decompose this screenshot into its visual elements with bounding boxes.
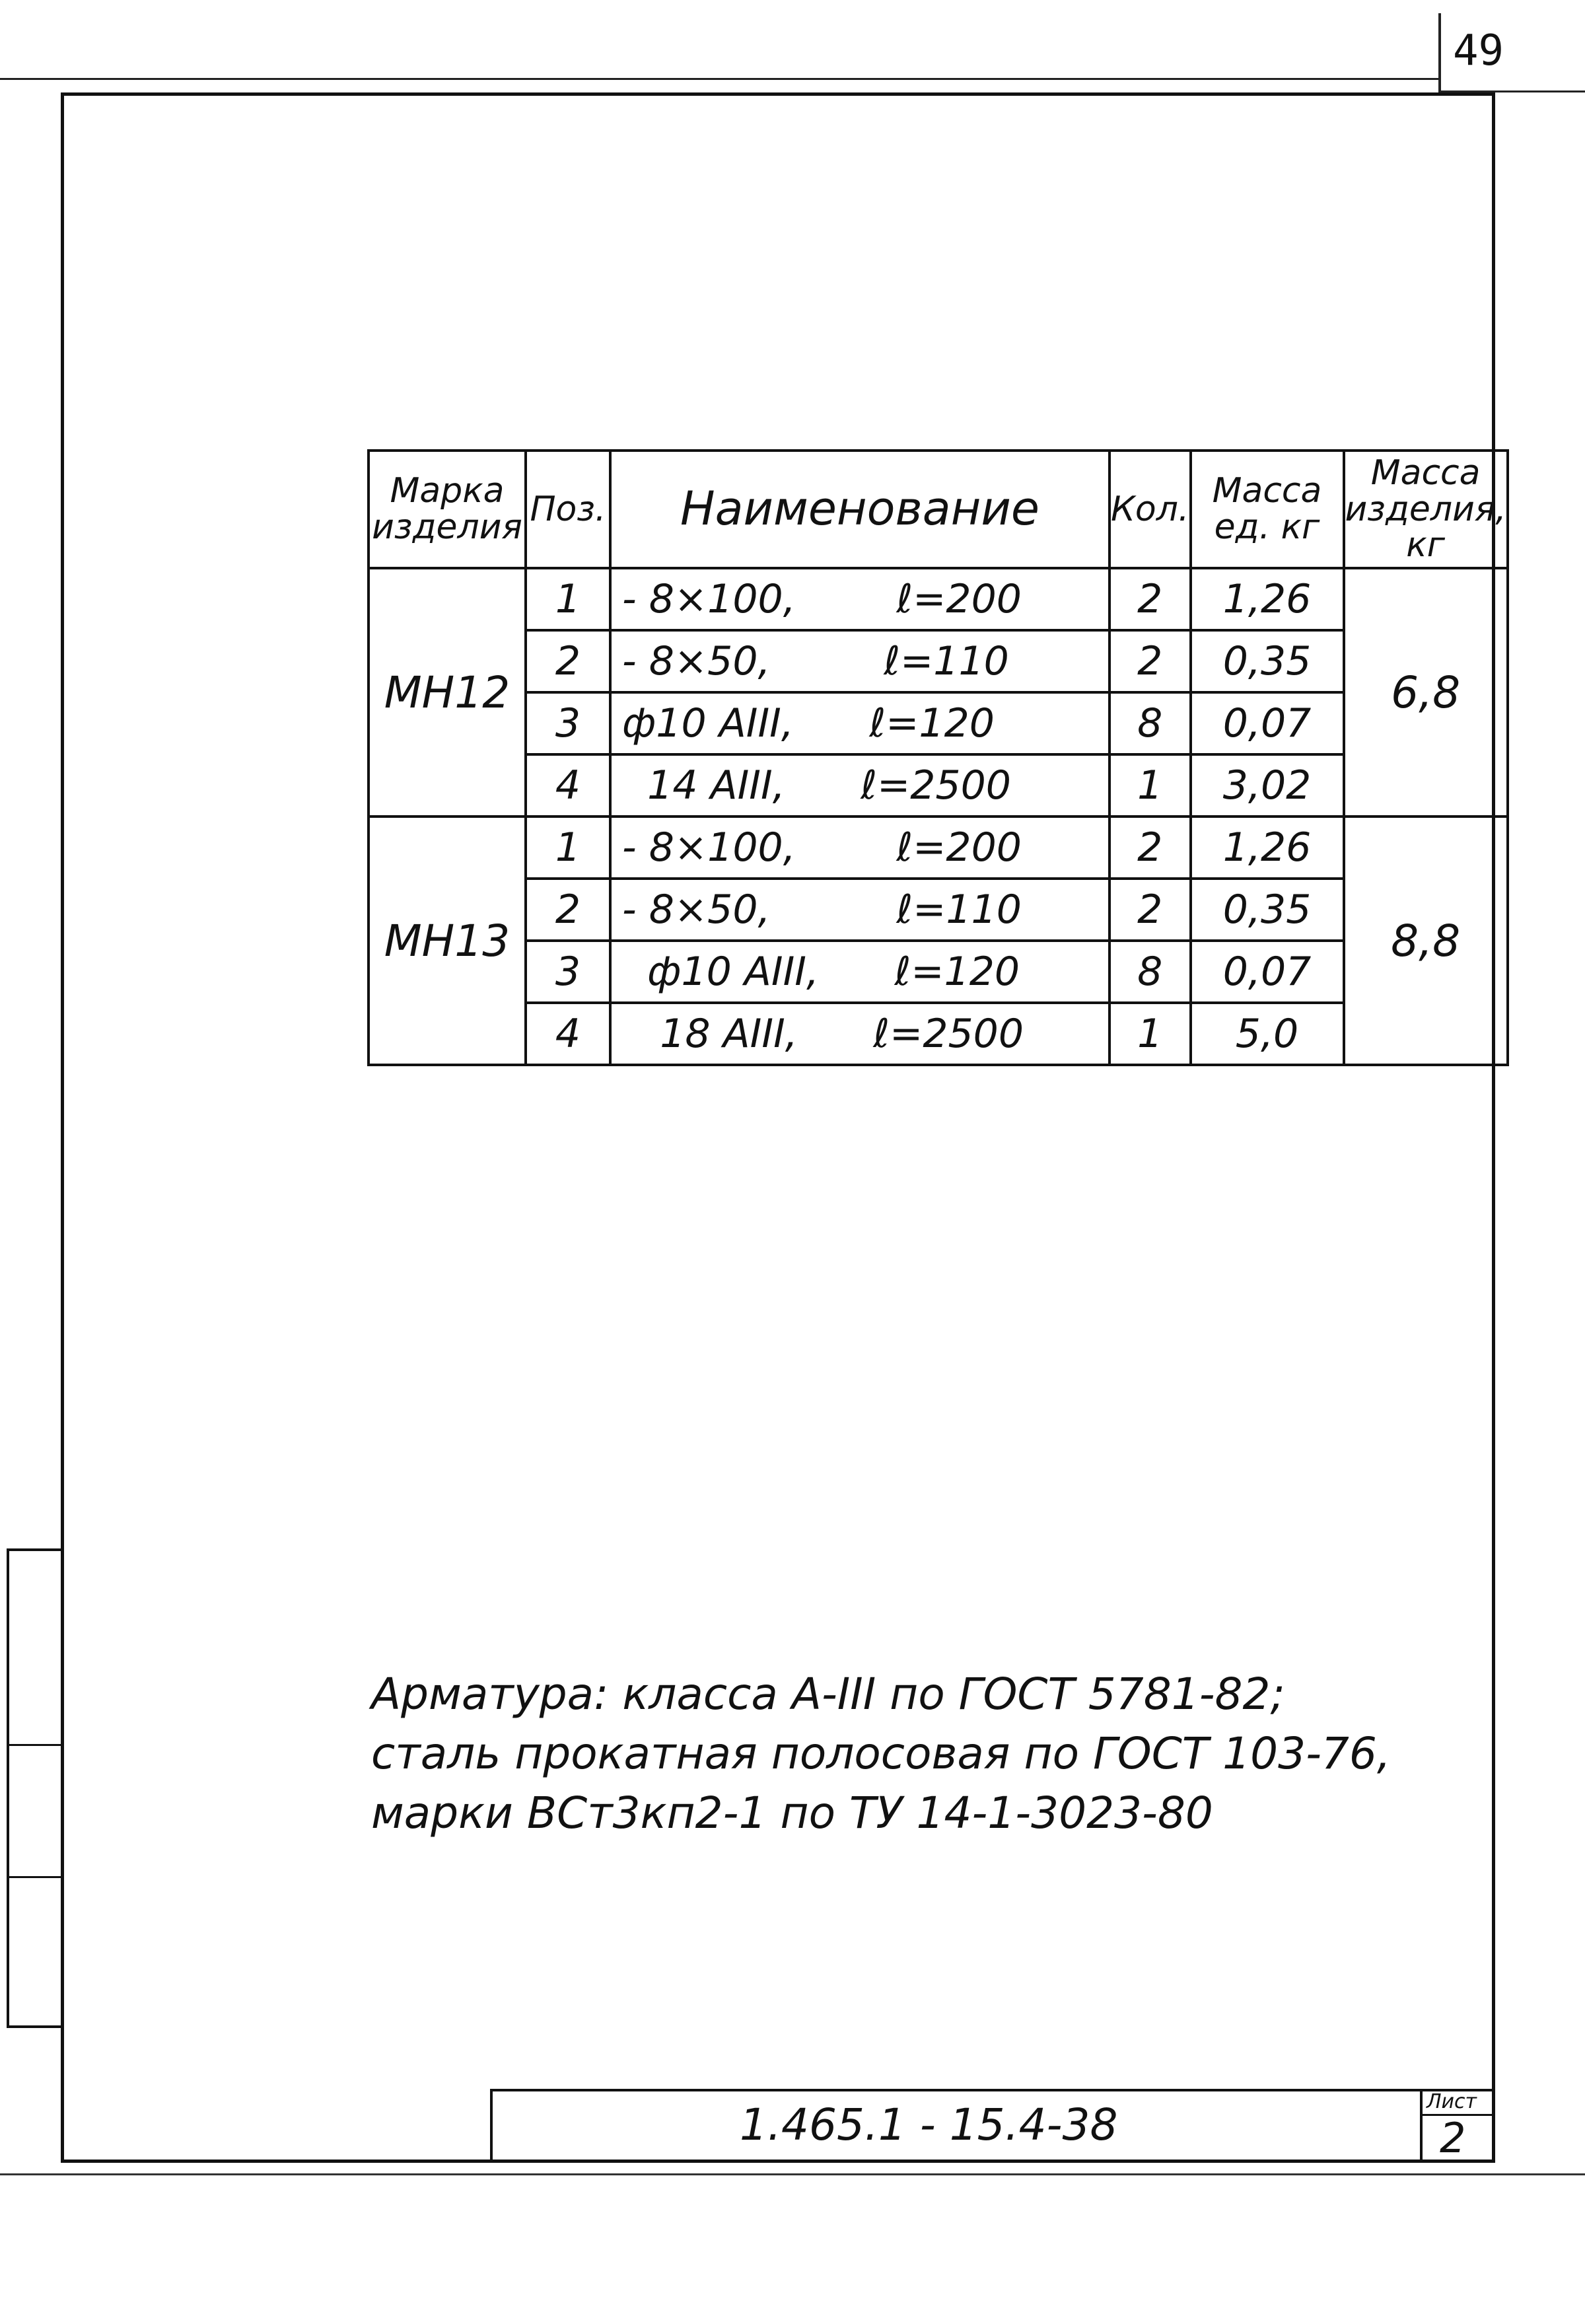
table-header-row <box>369 451 1508 568</box>
row-position: 2 <box>526 879 610 941</box>
table-row <box>369 630 1508 692</box>
row-unit-mass: 0,07 <box>1191 692 1344 754</box>
row-unit-mass: 0,35 <box>1191 630 1344 692</box>
row-position: 3 <box>526 692 610 754</box>
row-name: - 8×100, ℓ=200 <box>610 568 1110 630</box>
table-row <box>369 817 1508 879</box>
row-quantity: 2 <box>1110 630 1191 692</box>
item-total-mass: 8,8 <box>1344 817 1508 1065</box>
row-position: 2 <box>526 630 610 692</box>
header-name: Наименование <box>610 451 1110 568</box>
table-row <box>369 568 1508 630</box>
item-mark: МН13 <box>369 817 526 1065</box>
row-name: - 8×100, ℓ=200 <box>610 817 1110 879</box>
header-unit-mass: Масса ед. кг <box>1191 451 1344 568</box>
row-quantity: 2 <box>1110 568 1191 630</box>
row-unit-mass: 0,07 <box>1191 941 1344 1003</box>
binding-stub-divider <box>7 1876 63 1878</box>
row-quantity: 2 <box>1110 879 1191 941</box>
row-quantity: 8 <box>1110 692 1191 754</box>
table-row <box>369 754 1508 817</box>
row-quantity: 1 <box>1110 754 1191 817</box>
row-quantity: 1 <box>1110 1003 1191 1065</box>
sheet-number: 2 <box>1440 2114 1466 2162</box>
row-quantity: 2 <box>1110 817 1191 879</box>
header-position: Поз. <box>526 451 610 568</box>
note-line: сталь прокатная полосовая по ГОСТ 103-76, <box>371 1728 1391 1779</box>
row-unit-mass: 3,02 <box>1191 754 1344 817</box>
row-position: 3 <box>526 941 610 1003</box>
row-name: ф10 АIII, ℓ=120 <box>610 692 1110 754</box>
bottom-border-line <box>0 2173 1585 2175</box>
sheet-label: Лист <box>1426 2090 1477 2113</box>
binding-stub-divider <box>7 1744 63 1746</box>
specification-table <box>367 449 1509 1066</box>
item-mark: МН12 <box>369 568 526 817</box>
row-position: 1 <box>526 568 610 630</box>
row-unit-mass: 1,26 <box>1191 817 1344 879</box>
drawing-frame <box>61 92 1495 2163</box>
row-quantity: 8 <box>1110 941 1191 1003</box>
row-position: 4 <box>526 754 610 817</box>
row-name: ф10 АIII, ℓ=120 <box>610 941 1110 1003</box>
note-line: Арматура: класса А-III по ГОСТ 5781-82; <box>371 1669 1285 1720</box>
row-unit-mass: 5,0 <box>1191 1003 1344 1065</box>
document-code: 1.465.1 - 15.4-38 <box>740 2099 1118 2150</box>
material-notes <box>371 1665 1391 1843</box>
table-row <box>369 692 1508 754</box>
binding-stub <box>7 1548 63 2028</box>
page-number: 49 <box>1453 26 1504 75</box>
table-row <box>369 941 1508 1003</box>
row-unit-mass: 0,35 <box>1191 879 1344 941</box>
table-row <box>369 1003 1508 1065</box>
note-line: марки ВСт3кп2-1 по ТУ 14-1-3023-80 <box>371 1788 1213 1838</box>
row-position: 4 <box>526 1003 610 1065</box>
top-border-line <box>0 78 1440 80</box>
row-name: 18 АIII, ℓ=2500 <box>610 1003 1110 1065</box>
item-total-mass: 6,8 <box>1344 568 1508 817</box>
table-row <box>369 879 1508 941</box>
row-unit-mass: 1,26 <box>1191 568 1344 630</box>
header-mark: Марка изделия <box>369 451 526 568</box>
header-quantity: Кол. <box>1110 451 1191 568</box>
row-position: 1 <box>526 817 610 879</box>
row-name: - 8×50, ℓ=110 <box>610 630 1110 692</box>
row-name: - 8×50, ℓ=110 <box>610 879 1110 941</box>
header-item-mass: Масса изделия, кг <box>1344 451 1508 568</box>
row-name: 14 АIII, ℓ=2500 <box>610 754 1110 817</box>
